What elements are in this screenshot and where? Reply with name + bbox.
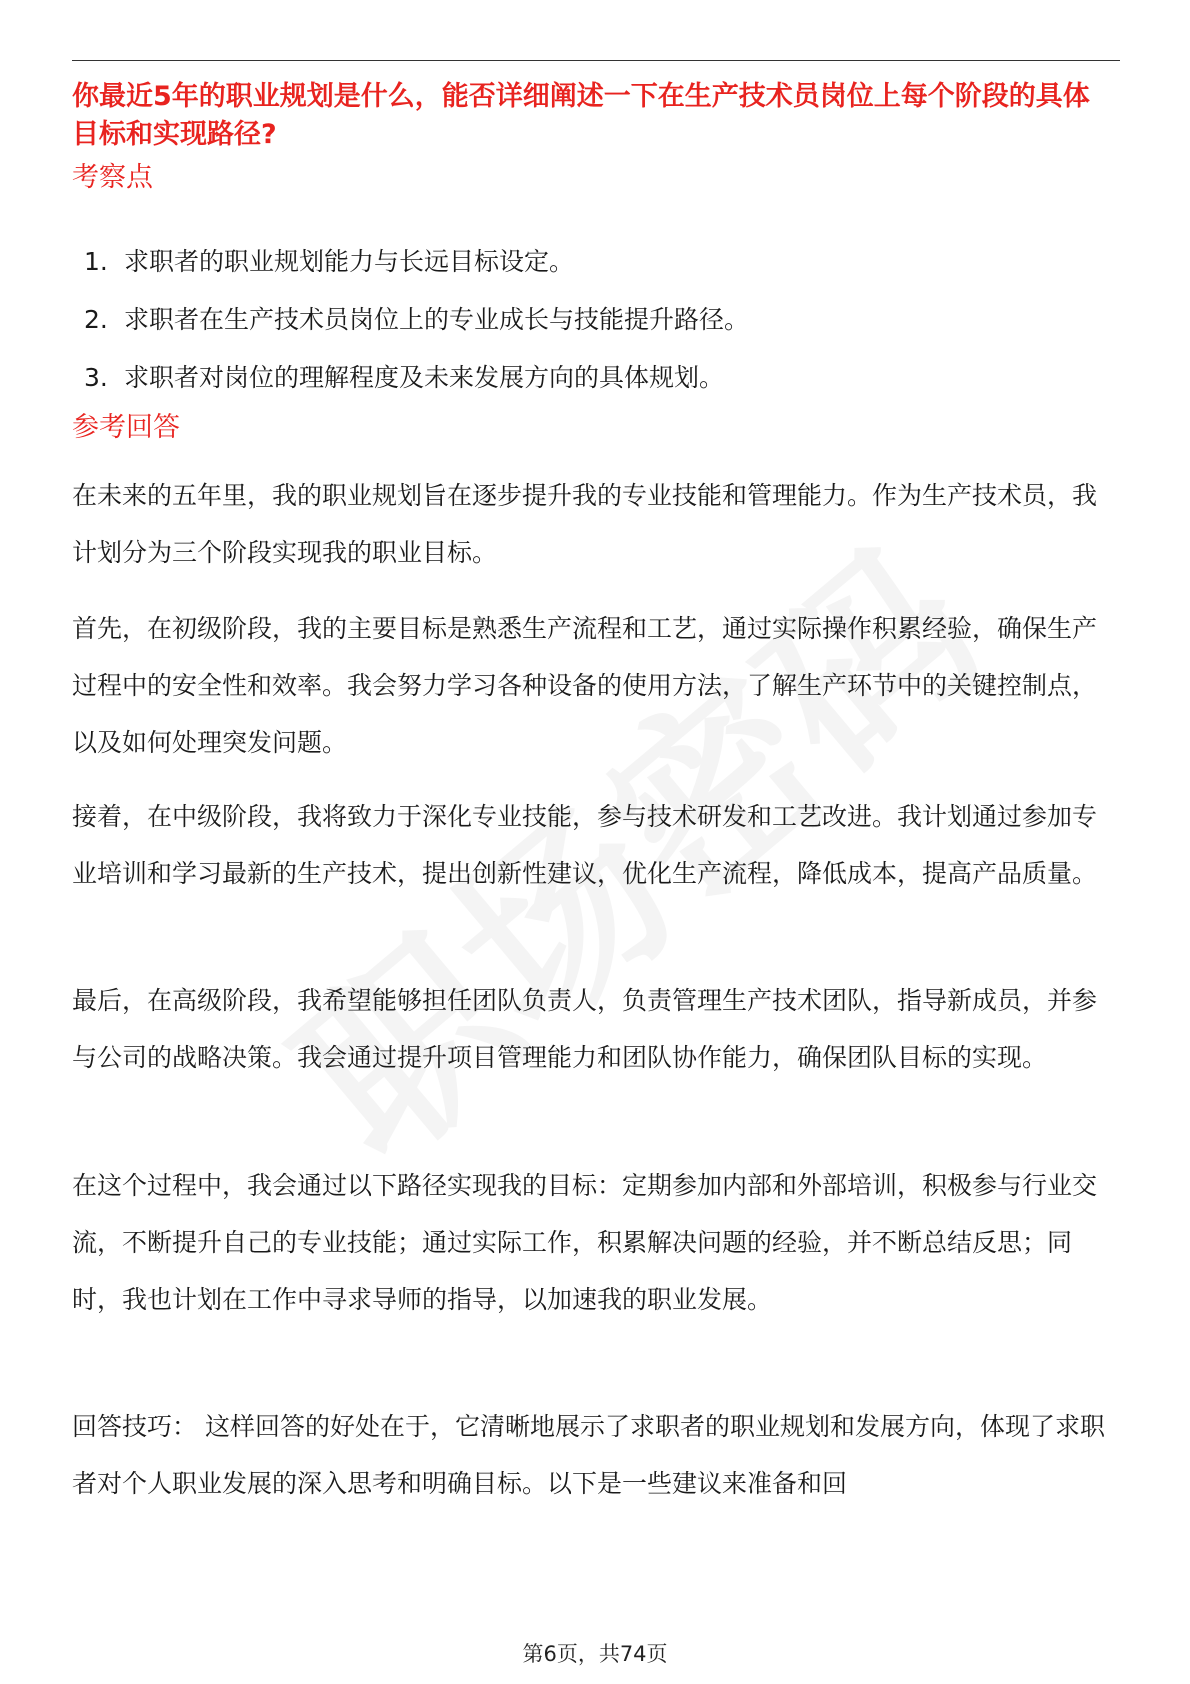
page-number: 第6页，共74页 (522, 1642, 668, 1666)
points-heading: 考察点 (72, 162, 153, 193)
answer-paragraph: 在未来的五年里，我的职业规划旨在逐步提升我的专业技能和管理能力。作为生产技术员，我计划分为三个阶段实现我的职业目标。 (72, 481, 1098, 567)
top-divider (72, 60, 1120, 61)
list-item: 1. 求职者的职业规划能力与长远目标设定。 (84, 247, 575, 276)
list-item: 2. 求职者在生产技术员岗位上的专业成长与技能提升路径。 (84, 305, 750, 334)
answer-paragraph: 接着，在中级阶段，我将致力于深化专业技能，参与技术研发和工艺改进。我计划通过参加专业培训和学习最新的生产技术，提出创新性建议，优化生产流程，降低成本，提高产品质量。 (72, 802, 1098, 888)
answer-paragraph: 在这个过程中，我会通过以下路径实现我的目标：定期参加内部和外部培训，积极参与行业交流，不断提升自己的专业技能；通过实际工作，积累解决问题的经验，并不断总结反思；同时，我也计划在工作中寻求导师的指导，以加速我的职业发展。 (72, 1171, 1098, 1314)
list-item: 3. 求职者对岗位的理解程度及未来发展方向的具体规划。 (84, 363, 725, 392)
question-title: 你最近5年的职业规划是什么，能否详细阐述一下在生产技术员岗位上每个阶段的具体目标和实现路径? (72, 81, 1090, 150)
answer-paragraph: 最后，在高级阶段，我希望能够担任团队负责人，负责管理生产技术团队，指导新成员，并参与公司的战略决策。我会通过提升项目管理能力和团队协作能力，确保团队目标的实现。 (72, 986, 1098, 1072)
answer-paragraph: 首先，在初级阶段，我的主要目标是熟悉生产流程和工艺，通过实际操作积累经验，确保生产过程中的安全性和效率。我会努力学习各种设备的使用方法，了解生产环节中的关键控制点，以及如何处理突发问题。 (72, 614, 1098, 757)
points-list (84, 244, 749, 418)
tips-paragraph: 回答技巧： 这样回答的好处在于，它清晰地展示了求职者的职业规划和发展方向，体现了求职者对个人职业发展的深入思考和明确目标。以下是一些建议来准备和回 (72, 1412, 1105, 1498)
answer-heading: 参考回答 (72, 412, 180, 443)
